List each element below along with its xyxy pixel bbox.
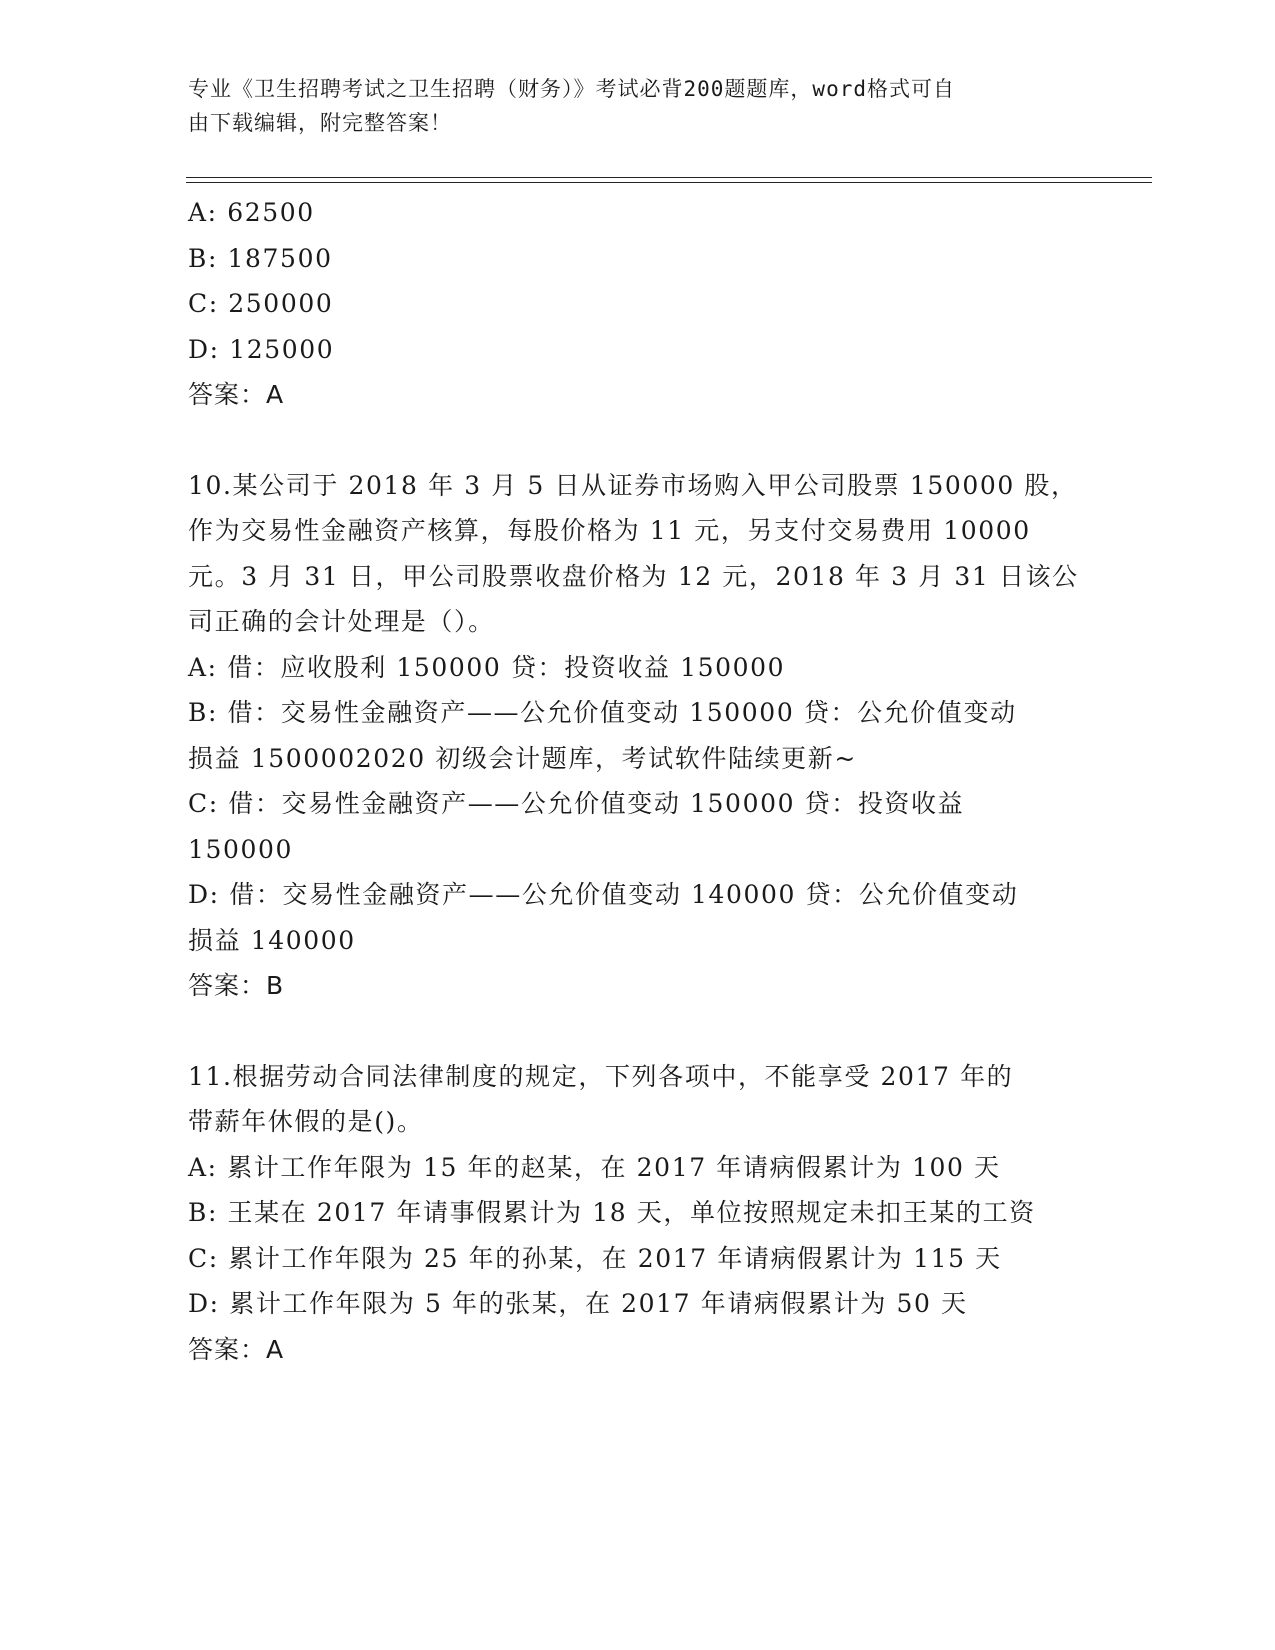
header-line-1: 专业《卫生招聘考试之卫生招聘（财务）》考试必背200题题库，word格式可自 (188, 77, 955, 101)
option-d: D: 125000 (188, 334, 335, 364)
question-stem-line: 10.某公司于 2018 年 3 月 5 日从证券市场购入甲公司股票 150000 股， (188, 470, 1078, 500)
question-stem-line: 元。3 月 31 日，甲公司股票收盘价格为 12 元，2018 年 3 月 31 日该公 (188, 561, 1079, 591)
document-body (188, 190, 1088, 1372)
question-stem-line: 司正确的会计处理是（）。 (188, 607, 495, 636)
option-d: D: 借：交易性金融资产——公允价值变动 140000 贷：公允价值变动 (188, 880, 1019, 909)
option-b-continued: 损益 1500002020 初级会计题库，考试软件陆续更新~ (188, 743, 857, 773)
question-stem-line: 带薪年休假的是()。 (188, 1107, 424, 1136)
question-11 (188, 1054, 1088, 1373)
option-d-continued: 损益 140000 (188, 925, 356, 955)
option-c: C: 借：交易性金融资产——公允价值变动 150000 贷：投资收益 (188, 789, 965, 818)
option-d: D: 累计工作年限为 5 年的张某，在 2017 年请病假累计为 50 天 (188, 1289, 968, 1318)
question-10 (188, 463, 1088, 1009)
answer-line: 答案：A (188, 380, 285, 409)
answer-line: 答案：B (188, 971, 285, 1000)
option-a: A: 累计工作年限为 15 年的赵某，在 2017 年请病假累计为 100 天 (188, 1152, 1001, 1182)
option-a: A: 62500 (188, 198, 315, 227)
option-b: B: 王某在 2017 年请事假累计为 18 天，单位按照规定未扣王某的工资 (188, 1198, 1036, 1227)
document-header (188, 72, 1068, 140)
option-c: C: 250000 (188, 289, 334, 318)
question-stem-line: 11.根据劳动合同法律制度的规定，下列各项中，不能享受 2017 年的 (188, 1061, 1014, 1091)
option-c: C: 累计工作年限为 25 年的孙某，在 2017 年请病假累计为 115 天 (188, 1243, 1002, 1273)
option-b: B: 借：交易性金融资产——公允价值变动 150000 贷：公允价值变动 (188, 698, 1017, 727)
header-divider-top (186, 177, 1152, 178)
option-c-continued: 150000 (188, 834, 294, 864)
option-b: B: 187500 (188, 243, 333, 273)
answer-line: 答案：A (188, 1334, 285, 1364)
question-block-continued (188, 190, 1088, 418)
header-line-2: 由下载编辑，附完整答案！ (188, 111, 452, 135)
question-stem-line: 作为交易性金融资产核算，每股价格为 11 元，另支付交易费用 10000 (188, 516, 1031, 545)
option-a: A: 借：应收股利 150000 贷：投资收益 150000 (188, 652, 786, 682)
header-divider-bottom (186, 182, 1152, 183)
spacer (188, 418, 1088, 463)
spacer (188, 1009, 1088, 1054)
